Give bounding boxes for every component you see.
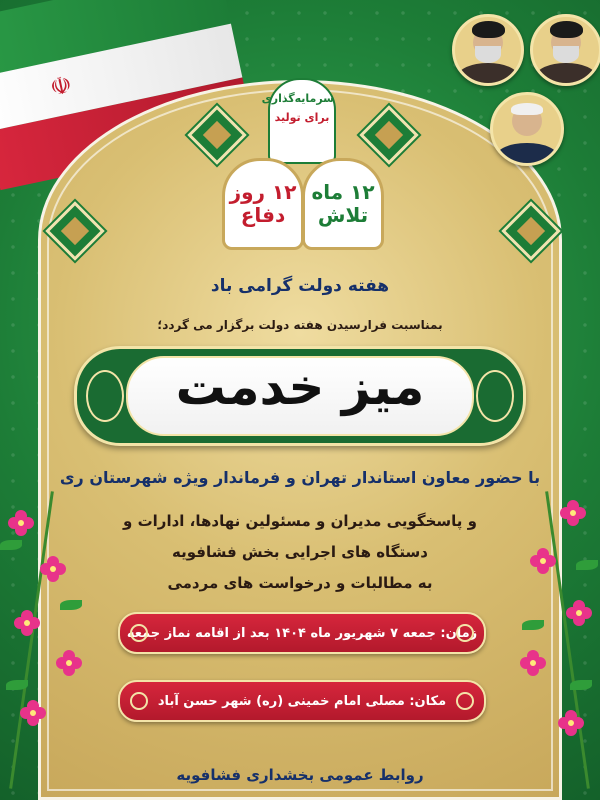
time-ribbon	[118, 612, 486, 654]
badge-red-line-1: ۱۲ روز	[229, 180, 297, 204]
leaf-icon	[0, 540, 22, 550]
leaf-icon	[60, 600, 82, 610]
bougainvillea-flower-icon	[56, 650, 82, 676]
slogan-logo	[261, 78, 336, 164]
iran-flag-icon: ☫	[0, 0, 256, 195]
bougainvillea-flower-icon	[520, 650, 546, 676]
badge-green-line-1: ۱۲ ماه	[311, 180, 375, 204]
body-line: و پاسخگویی مدیران و مسئولین نهادها، ادارات و	[123, 512, 477, 530]
bougainvillea-flower-icon	[20, 700, 46, 726]
bougainvillea-flower-icon	[558, 710, 584, 736]
body-line: دستگاه های اجرایی بخش فشافویه	[171, 543, 428, 561]
footer-text: روابط عمومی بخشداری فشافویه	[176, 766, 424, 784]
slogan-line-1: سرمایه‌گذاری	[261, 92, 334, 105]
slogan-line-2: برای تولید	[274, 111, 330, 124]
title-banner	[74, 346, 526, 446]
occasion-text: بمناسبت فرارسیدن هفته دولت برگزار می گردد؛	[157, 318, 443, 332]
badge-twelve-days-defense	[222, 158, 304, 250]
leaf-icon	[576, 560, 598, 570]
bougainvillea-flower-icon	[560, 500, 586, 526]
bougainvillea-flower-icon	[566, 600, 592, 626]
badge-red-line-2: دفاع	[240, 203, 286, 227]
government-week-heading: هفته دولت گرامی باد	[210, 276, 390, 296]
leaf-icon	[522, 620, 544, 630]
badge-green-line-2: تلاش	[317, 203, 369, 227]
badge-twelve-months-effort	[302, 158, 384, 250]
time-text: زمان: جمعه ۷ شهریور ماه ۱۴۰۴ بعد از اقامه نماز جمعه	[126, 625, 478, 641]
portrait-icon	[530, 14, 600, 86]
leaf-icon	[570, 680, 592, 690]
portrait-icon	[452, 14, 524, 86]
place-text: مکان: مصلی امام خمینی (ره) شهر حسن آباد	[157, 693, 447, 709]
presence-text: با حضور معاون استاندار تهران و فرماندار ویژه شهرستان ری	[59, 468, 541, 487]
body-text	[0, 506, 600, 599]
body-line: به مطالبات و درخواست های مردمی	[167, 574, 433, 592]
leaf-icon	[6, 680, 28, 690]
bougainvillea-flower-icon	[14, 610, 40, 636]
page-title: میز خدمت	[175, 358, 425, 416]
bougainvillea-flower-icon	[8, 510, 34, 536]
portrait-icon	[490, 92, 564, 166]
place-ribbon	[118, 680, 486, 722]
bougainvillea-flower-icon	[530, 548, 556, 574]
bougainvillea-flower-icon	[40, 556, 66, 582]
